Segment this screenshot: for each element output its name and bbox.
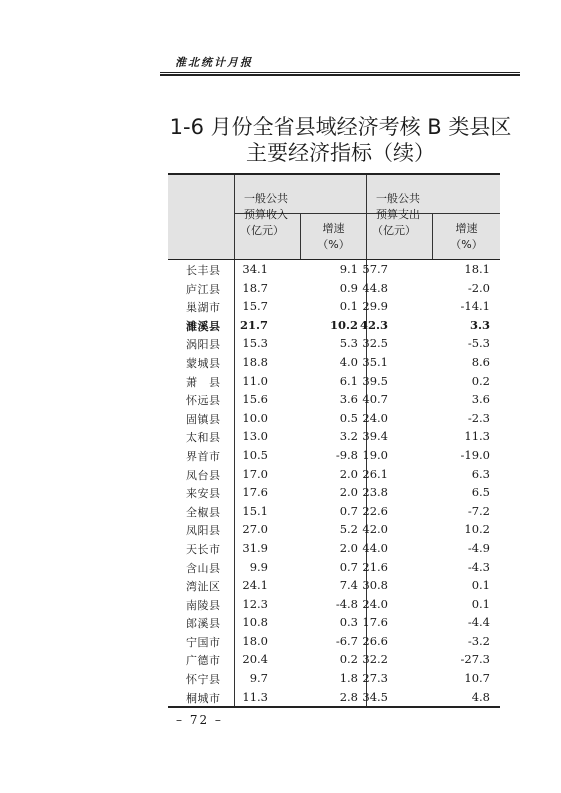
expenditure-growth: 10.2	[464, 522, 490, 537]
revenue-value: 15.6	[242, 392, 268, 407]
revenue-growth: 4.0	[339, 354, 358, 369]
county-name: 广德市	[186, 654, 221, 668]
page-title-line2: 主要经济指标（续）	[246, 141, 435, 165]
revenue-value: 21.7	[239, 317, 268, 332]
revenue-value: 10.8	[242, 615, 268, 630]
table-row	[168, 650, 500, 669]
expenditure-growth: 18.1	[464, 262, 490, 276]
expenditure-growth: -5.3	[467, 336, 490, 351]
expenditure-value: 17.6	[362, 615, 388, 630]
revenue-growth: 0.1	[339, 299, 358, 314]
table-row	[168, 465, 500, 484]
expenditure-header-line1: 一般公共	[376, 192, 420, 205]
revenue-value: 15.7	[242, 299, 268, 314]
county-name: 全椒县	[186, 505, 221, 519]
expenditure-growth: -2.3	[467, 410, 490, 425]
table-row	[168, 446, 500, 465]
county-name: 涡阳县	[186, 338, 221, 352]
county-name: 界首市	[186, 449, 221, 463]
expenditure-value: 29.9	[362, 299, 388, 314]
revenue-growth-header: 增速	[322, 222, 345, 235]
county-name: 凤阳县	[186, 524, 221, 538]
expenditure-value: 35.1	[362, 354, 388, 369]
county-name: 天长市	[186, 542, 221, 556]
revenue-growth: 0.7	[339, 559, 358, 574]
revenue-growth: 0.5	[339, 410, 358, 425]
expenditure-value: 40.7	[362, 392, 388, 407]
revenue-growth: 5.2	[339, 522, 358, 537]
expenditure-growth: 0.1	[471, 596, 490, 611]
expenditure-growth: -2.0	[467, 280, 490, 295]
expenditure-growth: 0.1	[471, 578, 490, 593]
expenditure-growth: -27.3	[460, 652, 490, 667]
table-bottom-rule	[168, 706, 500, 708]
revenue-growth: 5.3	[339, 336, 358, 351]
county-name: 濉溪县	[186, 319, 221, 333]
revenue-growth: 10.2	[329, 317, 358, 332]
revenue-growth: 0.7	[339, 503, 358, 518]
revenue-growth-unit: （%）	[317, 238, 350, 251]
revenue-growth: -9.8	[335, 447, 358, 462]
expenditure-growth: -19.0	[460, 447, 490, 462]
expenditure-value: 23.8	[362, 485, 388, 500]
expenditure-value: 44.0	[362, 540, 388, 555]
county-name: 宁国市	[186, 635, 221, 649]
revenue-growth: 2.0	[339, 466, 358, 481]
revenue-growth: 9.1	[339, 262, 358, 276]
revenue-growth: -6.7	[335, 633, 358, 648]
county-name: 凤台县	[186, 468, 221, 482]
revenue-value: 13.0	[242, 429, 268, 444]
county-name: 含山县	[186, 561, 221, 575]
revenue-value: 15.1	[242, 503, 268, 518]
expenditure-value: 39.4	[362, 429, 388, 444]
revenue-value: 18.7	[242, 280, 268, 295]
expenditure-growth: 4.8	[471, 689, 490, 704]
revenue-growth: 0.9	[339, 280, 358, 295]
table-row	[168, 688, 500, 707]
expenditure-value: 44.8	[362, 280, 388, 295]
expenditure-growth: 10.7	[464, 671, 490, 686]
county-name: 巢湖市	[186, 301, 221, 315]
revenue-header-line1: 一般公共	[244, 192, 288, 205]
expenditure-growth: 6.3	[471, 466, 490, 481]
table-row	[168, 279, 500, 298]
header-divider	[234, 175, 235, 259]
revenue-value: 9.9	[249, 559, 268, 574]
expenditure-value: 27.3	[362, 671, 388, 686]
table-row	[168, 427, 500, 446]
expenditure-value: 24.0	[362, 410, 388, 425]
revenue-growth: 0.3	[339, 615, 358, 630]
expenditure-growth: 11.3	[464, 429, 490, 444]
revenue-value: 9.7	[249, 671, 268, 686]
revenue-growth: 0.2	[339, 652, 358, 667]
revenue-value: 10.5	[242, 447, 268, 462]
expenditure-value: 57.7	[362, 262, 388, 276]
county-name: 蒙城县	[186, 356, 221, 370]
revenue-growth: -4.8	[335, 596, 358, 611]
header-title: 淮北统计月报	[175, 56, 253, 69]
table-row	[168, 632, 500, 651]
table-row	[168, 520, 500, 539]
revenue-growth: 1.8	[339, 671, 358, 686]
expenditure-growth: -4.9	[467, 540, 490, 555]
table-row	[168, 483, 500, 502]
county-name: 太和县	[186, 431, 221, 445]
table-row	[168, 669, 500, 688]
expenditure-value: 19.0	[362, 447, 388, 462]
county-name: 桐城市	[186, 691, 221, 705]
expenditure-growth: -7.2	[467, 503, 490, 518]
county-name: 湾沚区	[186, 580, 221, 594]
expenditure-value: 24.0	[362, 596, 388, 611]
expenditure-growth: 3.6	[471, 392, 490, 407]
expenditure-growth: -3.2	[467, 633, 490, 648]
revenue-value: 11.0	[242, 373, 268, 388]
county-name: 固镇县	[186, 412, 221, 426]
expenditure-growth: 8.6	[471, 354, 490, 369]
revenue-value: 18.8	[242, 354, 268, 369]
revenue-value: 34.1	[242, 262, 268, 276]
expenditure-growth: 6.5	[471, 485, 490, 500]
revenue-growth: 2.8	[339, 689, 358, 704]
county-name: 南陵县	[186, 598, 221, 612]
county-name: 来安县	[186, 487, 221, 501]
revenue-value: 27.0	[242, 522, 268, 537]
revenue-growth: 7.4	[339, 578, 358, 593]
header-rule-thin	[160, 72, 520, 73]
county-name: 怀远县	[186, 394, 221, 408]
expenditure-value: 30.8	[362, 578, 388, 593]
expenditure-growth: -4.4	[467, 615, 490, 630]
table-body	[168, 260, 500, 706]
expenditure-growth-unit: （%）	[450, 238, 483, 251]
county-name: 长丰县	[186, 264, 221, 277]
table-row	[168, 409, 500, 428]
expenditure-growth: -14.1	[460, 299, 490, 314]
revenue-value: 20.4	[242, 652, 268, 667]
revenue-growth: 6.1	[339, 373, 358, 388]
expenditure-value: 42.3	[359, 317, 388, 332]
expenditure-growth: 0.2	[471, 373, 490, 388]
county-name: 郎溪县	[186, 617, 221, 631]
revenue-header-unit: （亿元）	[240, 224, 284, 237]
revenue-growth: 2.0	[339, 485, 358, 500]
table-row	[168, 502, 500, 521]
expenditure-value: 32.2	[362, 652, 388, 667]
expenditure-growth-header: 增速	[455, 222, 478, 235]
table-row	[168, 390, 500, 409]
expenditure-value: 26.1	[362, 466, 388, 481]
table-header	[168, 175, 500, 259]
revenue-value: 11.3	[242, 689, 268, 704]
expenditure-value: 22.6	[362, 503, 388, 518]
table-row	[168, 316, 500, 335]
page-title-line1: 1-6 月份全省县域经济考核 B 类县区	[169, 115, 512, 139]
expenditure-value: 32.5	[362, 336, 388, 351]
expenditure-header-unit: （亿元）	[372, 224, 416, 237]
expenditure-value: 21.6	[362, 559, 388, 574]
expenditure-value: 26.6	[362, 633, 388, 648]
table-row	[168, 334, 500, 353]
revenue-value: 15.3	[242, 336, 268, 351]
revenue-header-line2: 预算收入	[244, 208, 288, 221]
table-row	[168, 372, 500, 391]
revenue-value: 17.6	[242, 485, 268, 500]
table-row	[168, 558, 500, 577]
expenditure-growth: 3.3	[469, 317, 490, 332]
revenue-value: 12.3	[242, 596, 268, 611]
expenditure-value: 34.5	[362, 689, 388, 704]
table-row	[168, 595, 500, 614]
revenue-value: 18.0	[242, 633, 268, 648]
table-row	[168, 613, 500, 632]
data-table	[168, 173, 500, 708]
header-divider	[366, 175, 367, 259]
revenue-value: 17.0	[242, 466, 268, 481]
table-row	[168, 297, 500, 316]
expenditure-growth: -4.3	[467, 559, 490, 574]
table-row	[168, 353, 500, 372]
county-name: 萧 县	[186, 375, 221, 389]
revenue-value: 24.1	[242, 578, 268, 593]
county-name: 怀宁县	[186, 673, 221, 687]
table-row	[168, 576, 500, 595]
revenue-growth: 3.6	[339, 392, 358, 407]
page-number: – 72 –	[176, 713, 223, 727]
table-row	[168, 260, 500, 279]
expenditure-value: 39.5	[362, 373, 388, 388]
expenditure-header-line2: 预算支出	[376, 208, 420, 221]
revenue-growth: 2.0	[339, 540, 358, 555]
revenue-growth: 3.2	[339, 429, 358, 444]
expenditure-value: 42.0	[362, 522, 388, 537]
county-name: 庐江县	[186, 282, 221, 296]
revenue-value: 31.9	[242, 540, 268, 555]
table-row	[168, 539, 500, 558]
header-rule-thick	[160, 74, 520, 76]
revenue-value: 10.0	[242, 410, 268, 425]
